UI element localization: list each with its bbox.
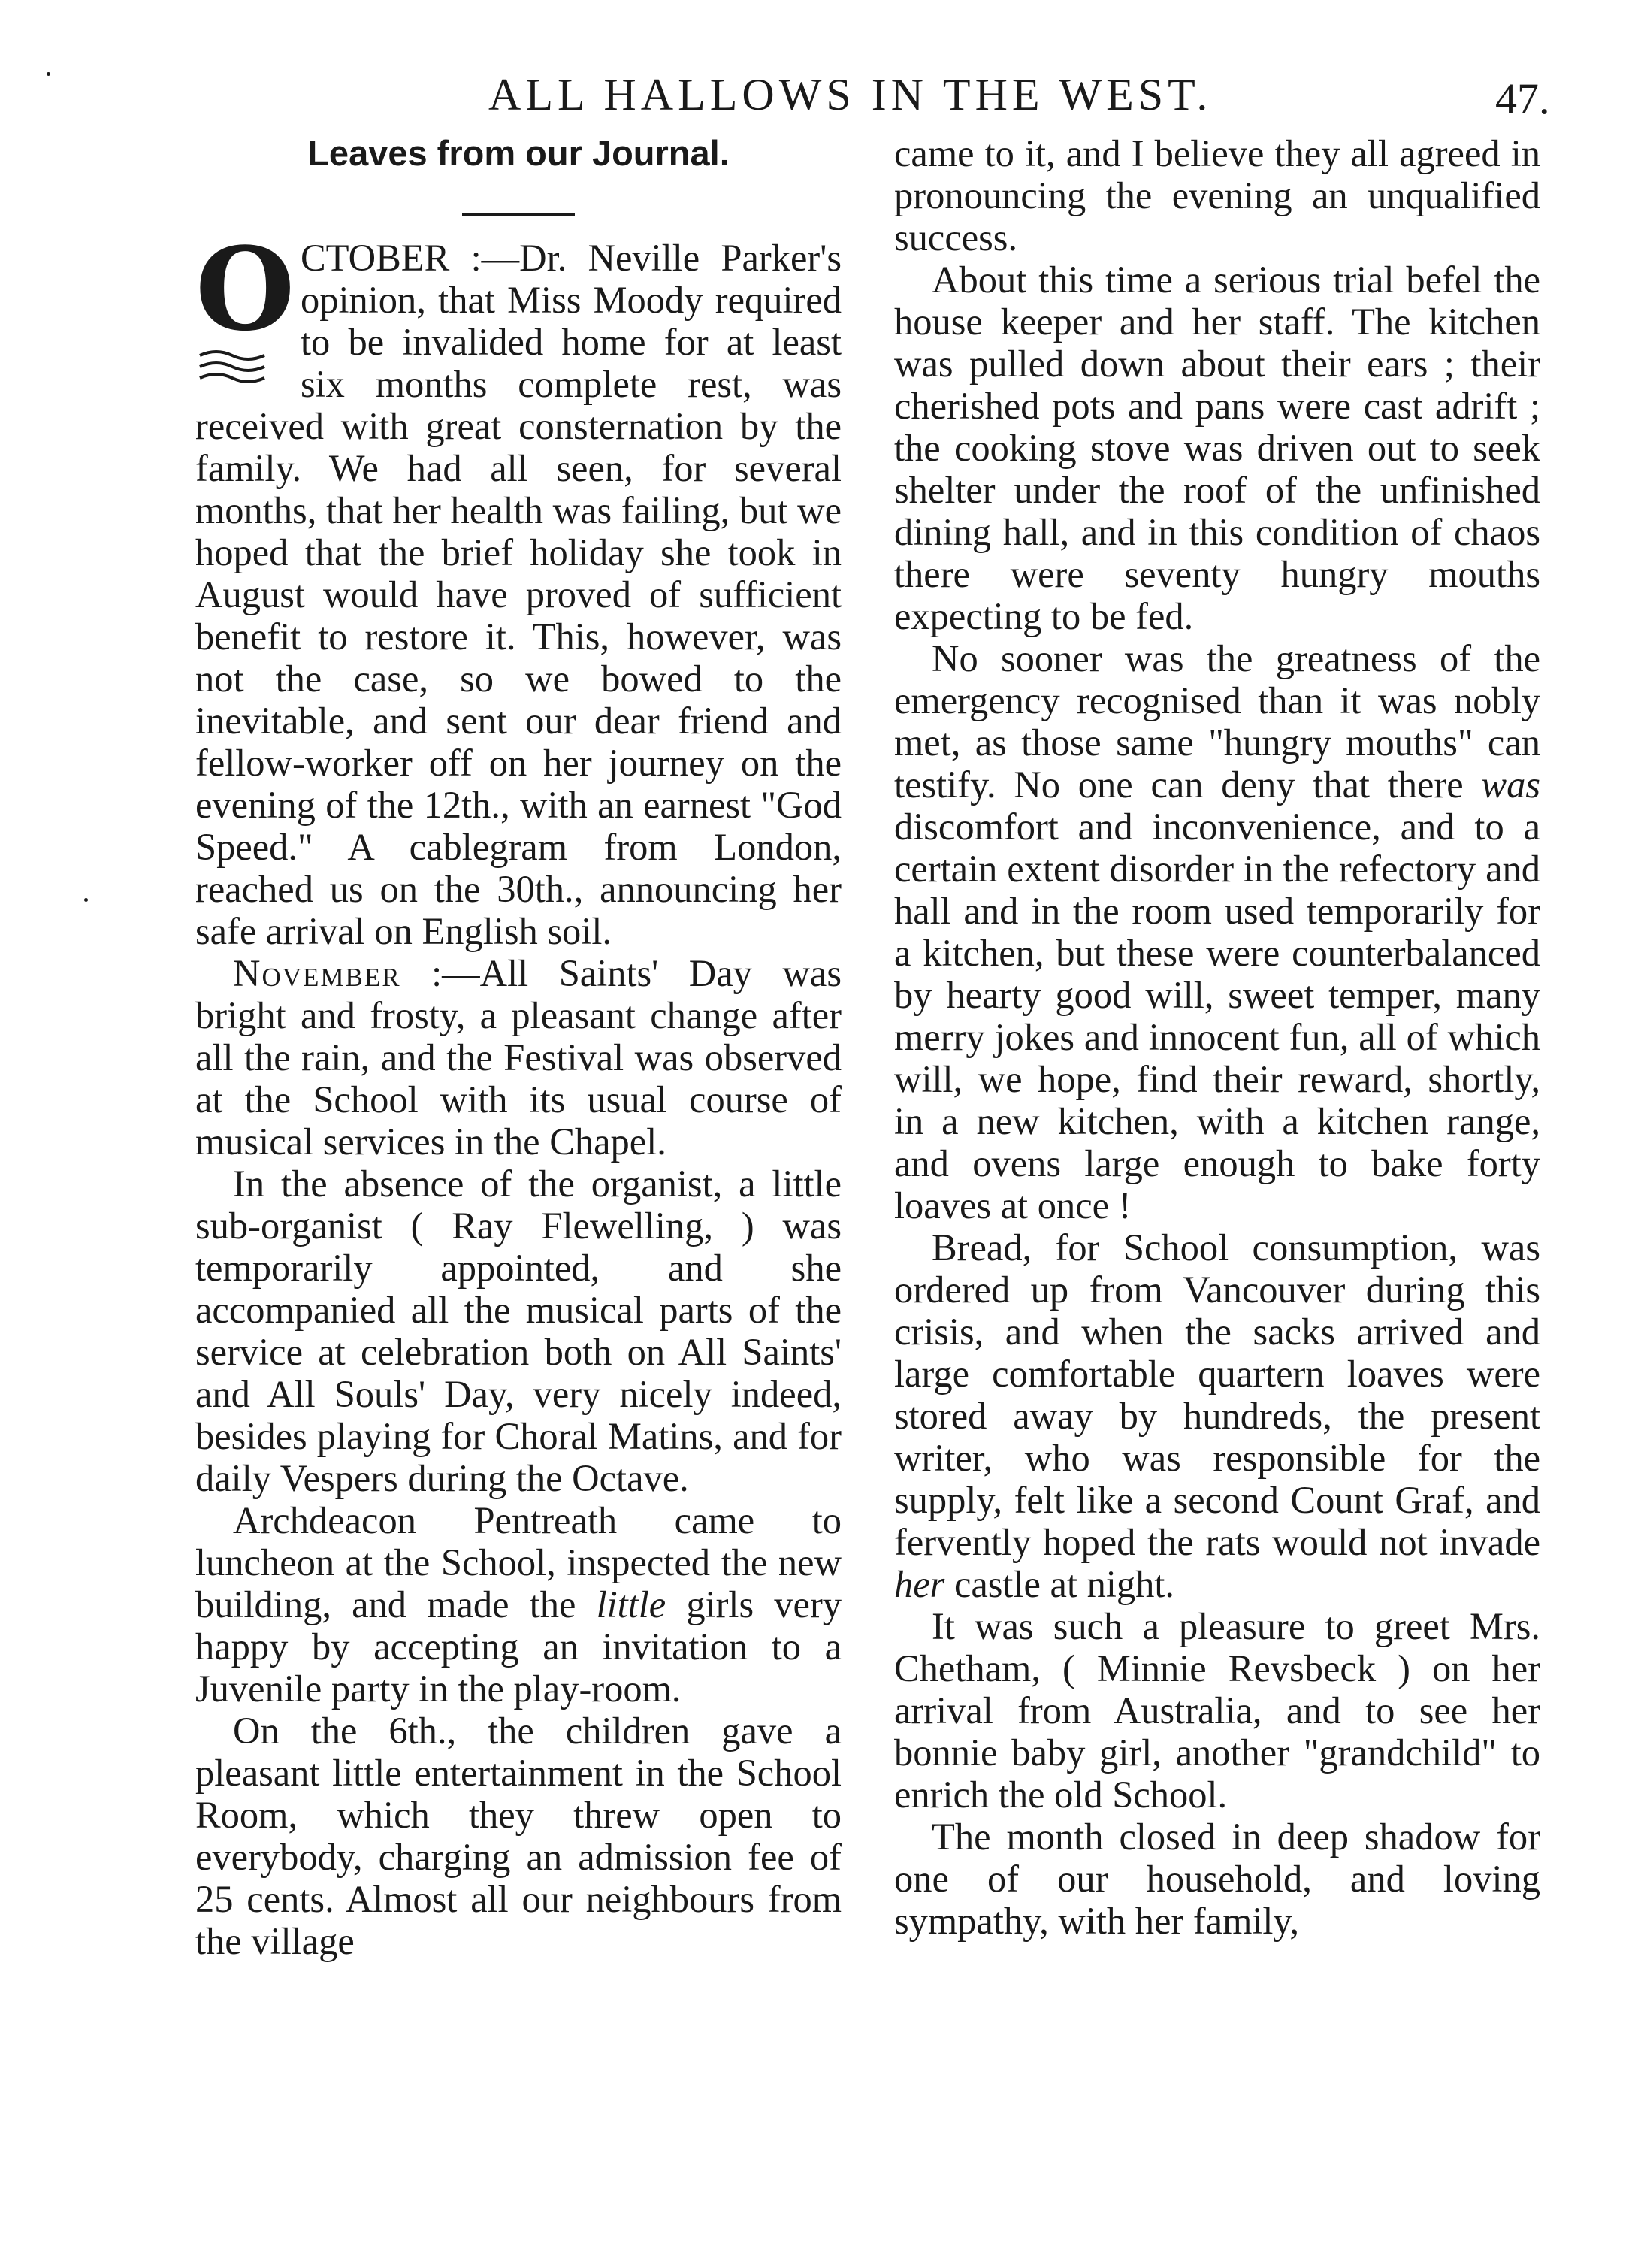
month-november: November bbox=[233, 952, 401, 994]
paragraph-kitchen: About this time a serious trial befel the house keeper and her staff. The kitchen was pulled down about their ears ; their cherished pots and pans were cast adrift ; the cooking stove was driven out to seek shelter under the roof of the unfinished dining hall, and in this condition of chaos there were seventy hungry mouths expecting to be fed. bbox=[894, 259, 1540, 637]
month-october: CTOBER bbox=[301, 237, 450, 279]
stray-mark bbox=[47, 72, 50, 76]
paragraph-organist: In the absence of the organist, a little sub-organist ( Ray Flewelling, ) was temporarily appointed, and she accompanied all the musical parts of the service at celebration both on All Saints' and All Souls' Day, very nicely indeed, besides playing for Choral Matins, and for daily Vespers during the Octave. bbox=[195, 1163, 842, 1499]
drop-cap-block bbox=[195, 222, 295, 404]
right-column bbox=[894, 132, 1540, 1942]
paragraph-shadow: The month closed in deep shadow for one of our household, and loving sympathy, with her family, bbox=[894, 1816, 1540, 1942]
paragraph-text: discomfort and inconvenience, and to a certain extent disorder in the refectory and hall and in the room used temporarily for a kitchen, but these were counterbalanced by hearty good will, sweet temper, many merry jokes and innocent fun, all of which will, we hope, find their reward, shortly, in a new kitchen, with a kitchen range, and ovens large enough to bake forty loaves at once ! bbox=[894, 806, 1540, 1226]
paragraph-emergency bbox=[894, 637, 1540, 1226]
paragraph-november bbox=[195, 952, 842, 1163]
drop-cap: O bbox=[195, 222, 295, 356]
paragraph-text: :—All Saints' Day was bright and frosty, a pleasant change after all the rain, and the Festival was observed at the School with its usual course of musical services in the Chapel. bbox=[195, 952, 842, 1163]
paragraph-archdeacon bbox=[195, 1499, 842, 1710]
paragraph-text: No sooner was the greatness of the emergency recognised than it was nobly met, as those same "hungry mouths" can testify. No one can deny that there bbox=[894, 637, 1540, 806]
italic-word: was bbox=[1481, 764, 1540, 806]
italic-word: her bbox=[894, 1563, 945, 1605]
article-heading: Leaves from our Journal. bbox=[307, 133, 730, 173]
paragraph-entertainment: On the 6th., the children gave a pleasant little entertainment in the School Room, which they threw open to everybody, charging an admission fee of 25 cents. Almost all our neighbours from the village bbox=[195, 1710, 842, 1962]
page-number: 47. bbox=[1495, 74, 1550, 123]
paragraph-text: Bread, for School consumption, was ordered up from Vancouver during this crisis, and when the sacks arrived and large comfortable quartern loaves were stored away by hundreds, the present writer, who was responsible for the supply, felt like a second Count Graf, and fervently hoped the rats would not invade bbox=[894, 1226, 1540, 1563]
heading-rule bbox=[462, 213, 575, 216]
stray-mark bbox=[84, 898, 88, 902]
wave-ornament-icon bbox=[198, 348, 266, 386]
left-column bbox=[195, 129, 842, 1962]
paragraph-continued: came to it, and I believe they all agreed in pronouncing the evening an unqualified success. bbox=[894, 132, 1540, 259]
paragraph-text: :—Dr. Neville Parker's opinion, that Miss Moody required to be invalided home for at least six months complete rest, was received with great consternation by the family. We had all seen, for several months, that her health was failing, but we hoped that the brief holiday she took in August would have proved of sufficient benefit to restore it. This, however, was not the case, so we bowed to the inevitable, and sent our dear friend and fellow-worker off on her journey on the evening of the 12th., with an earnest "God Speed." A cablegram from London, reached us on the 30th., announcing her safe arrival on English soil. bbox=[195, 237, 842, 952]
paragraph-text: girls very happy by accepting an invitation to a Juvenile party in the play-room. bbox=[195, 1583, 842, 1710]
italic-word: little bbox=[596, 1583, 666, 1625]
page-header bbox=[0, 69, 1635, 129]
paragraph-chetham: It was such a pleasure to greet Mrs. Chetham, ( Minnie Revsbeck ) on her arrival from Australia, and to see her bonnie baby girl, another "grandchild" to enrich the old School. bbox=[894, 1605, 1540, 1816]
running-title: ALL HALLOWS IN THE WEST. bbox=[488, 70, 1213, 119]
paragraph-bread bbox=[894, 1226, 1540, 1605]
paragraph-text: Archdeacon Pentreath came to luncheon at the School, inspected the new building, and made the bbox=[195, 1499, 842, 1625]
paragraph-text: castle at night. bbox=[944, 1563, 1175, 1605]
